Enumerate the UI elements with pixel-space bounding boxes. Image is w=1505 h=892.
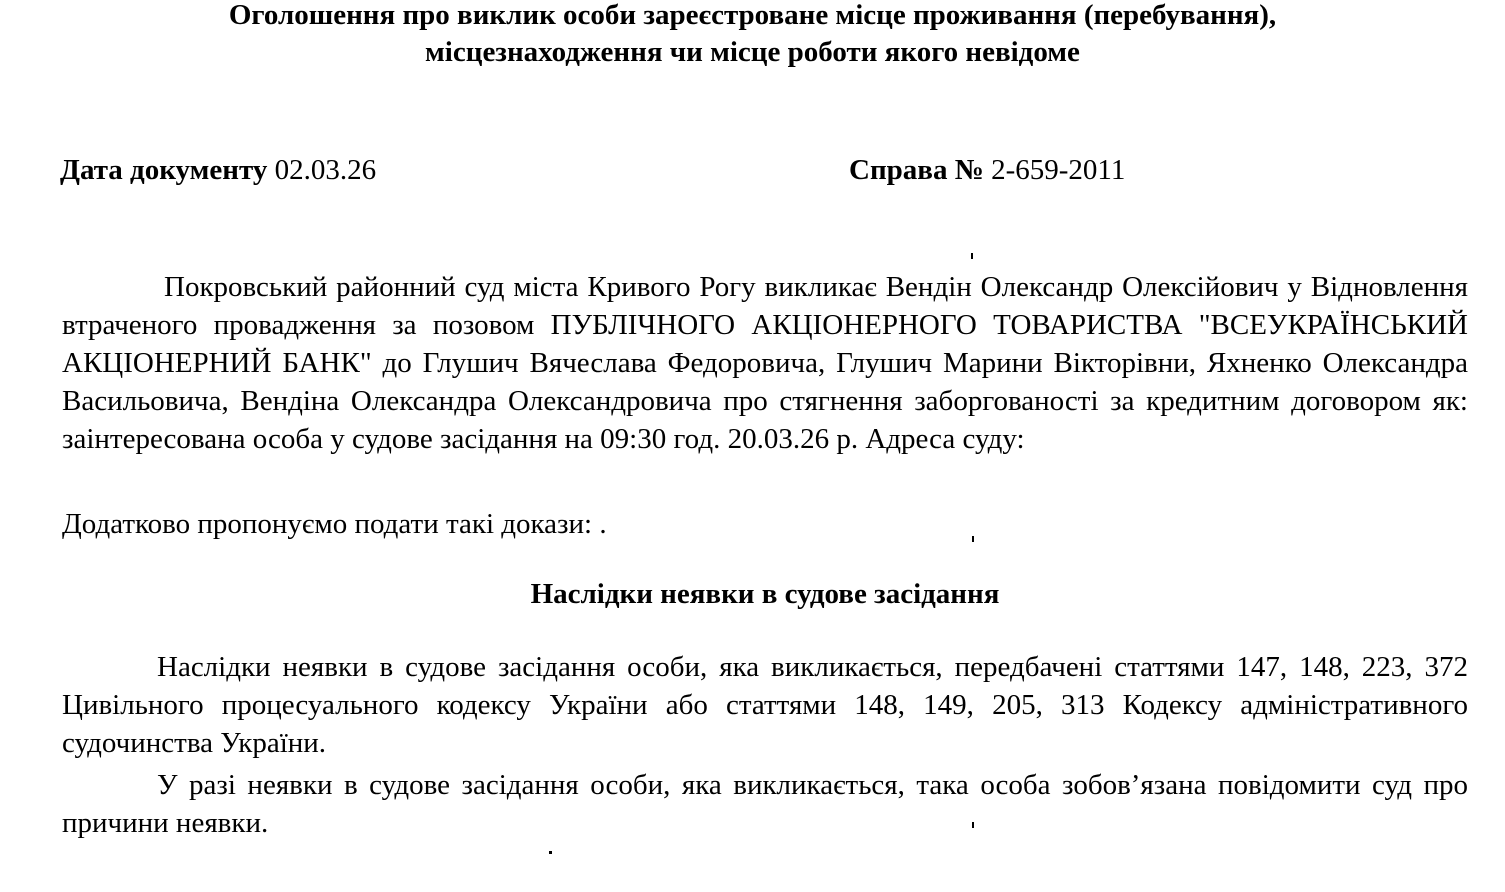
case-number <box>849 152 1125 188</box>
case-number-label: Справа № <box>849 154 984 186</box>
scan-speck <box>971 253 973 259</box>
document-date-value: 02.03.26 <box>274 154 377 186</box>
consequences-paragraph: Наслідки неявки в судове засідання особи, яка викликається, передбачені статтями 147, 148, 223, 372 Цивільного процесуального кодексу України або статтями 148, 149, 205, 313 Кодексу адміністративного судочинства України. <box>62 651 1468 759</box>
document-date <box>60 152 376 188</box>
scan-speck <box>549 851 552 854</box>
document-title-line-1: Оголошення про виклик особи зареєстроване місце проживання (перебування), <box>228 0 1277 31</box>
scan-speck <box>972 822 974 828</box>
case-number-value: 2-659-2011 <box>991 154 1126 186</box>
evidence-request-line: Додатково пропонуємо подати такі докази: . <box>62 508 607 540</box>
summons-paragraph: Покровський районний суд міста Кривого Рогу викликає Вендін Олександр Олексійович у Відновлення втраченого провадження за позовом ПУБЛІЧНОГО АКЦІОНЕРНОГО ТОВАРИСТВА "ВСЕУКРАЇНСЬКИЙ АКЦІОНЕРНИЙ БАНК" до Глушич Вячеслава Федоровича, Глушич Марини Вікторівни, Яхненко Олександра Васильовича, Вендіна Олександра Олександровича про стягнення заборгованості за кредитним договором як: заінтересована особа у судове засідання на 09:30 год. 20.03.26 р. Адреса суду: <box>62 271 1468 455</box>
scan-speck <box>972 536 974 542</box>
notify-court-paragraph: У разі неявки в судове засідання особи, яка викликається, така особа зобов’язана повідомити суд про причини неявки. <box>62 769 1468 839</box>
document-date-label: Дата документу <box>60 154 268 186</box>
consequences-heading: Наслідки неявки в судове засідання <box>530 578 1000 610</box>
document-title-line-2: місцезнаходження чи місце роботи якого невідоме <box>425 36 1080 68</box>
